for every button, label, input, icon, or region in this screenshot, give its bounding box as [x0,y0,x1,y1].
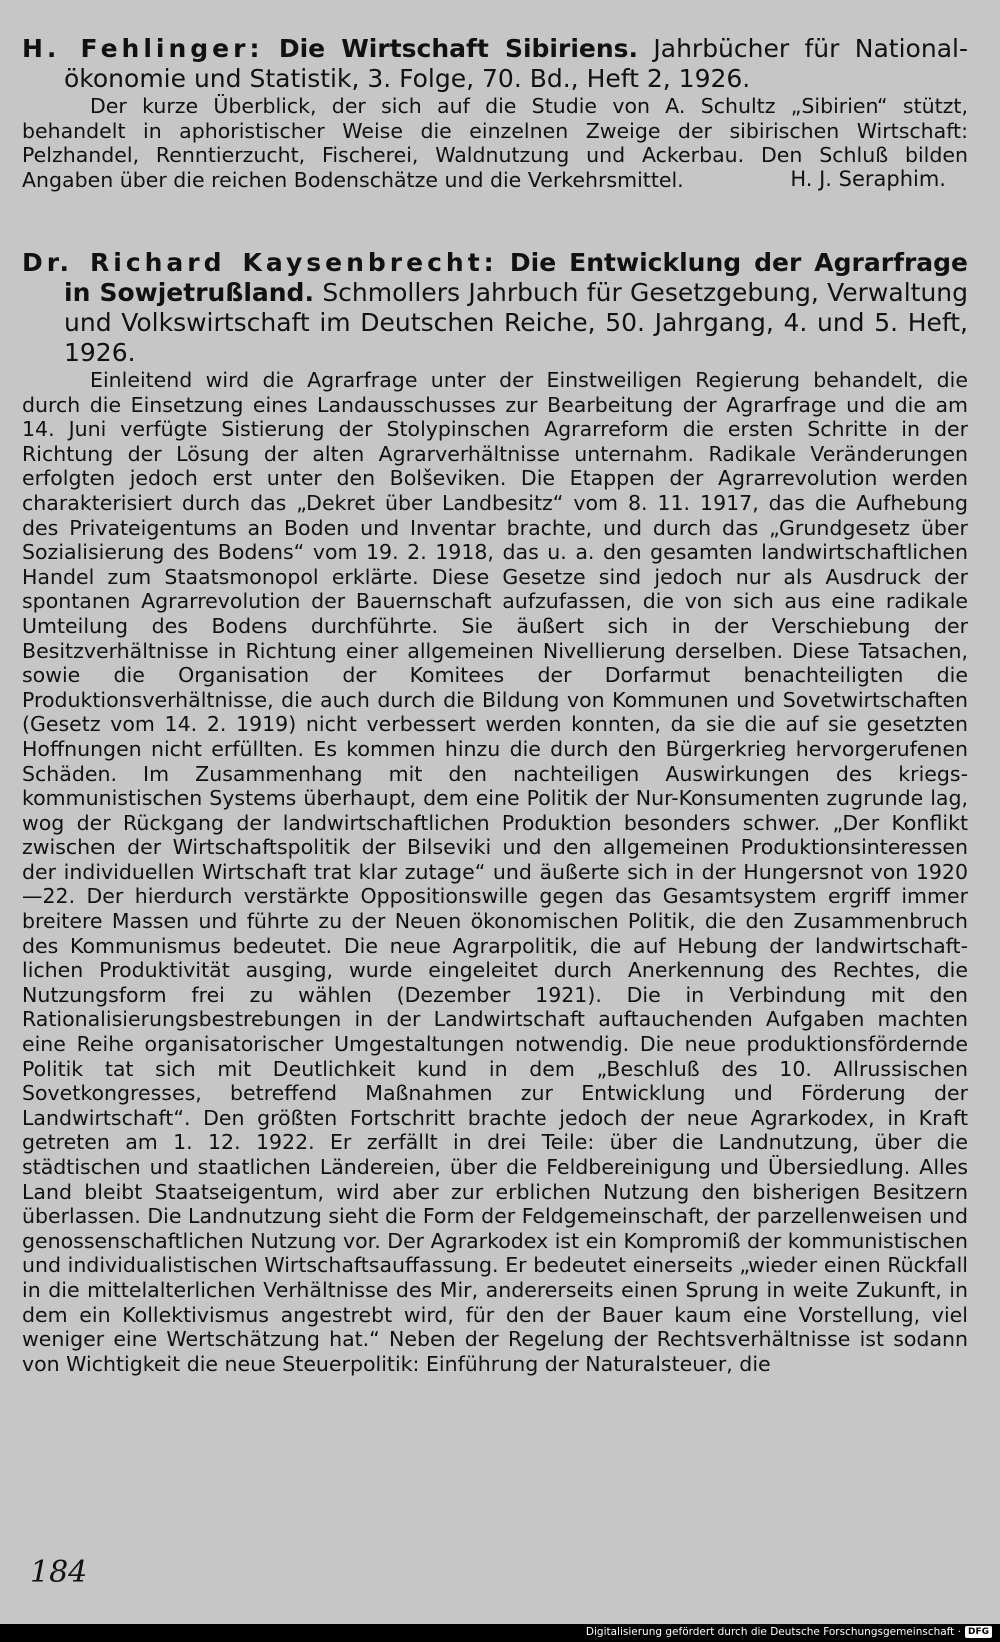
entry-citation: Jahrbücher für Nationalökonomie und Statistik, 3. Folge, 70. Bd., Heft 2, 1926. [64,34,968,93]
footer-text: Digitalisierung gefördert durch die Deutsche Forschungsgemeinschaft · [585,1626,961,1638]
entry-author: H. Fehlinger: [22,34,264,63]
entry-body: Der kurze Überblick, der sich auf die Studie von A. Schultz „Sibirien“ stützt, behandelt in aphoristischer Weise die einzelnen Zweige der sibirischen Wirtschaft: Pelzhandel, Renntierzucht, Fischerei, Waldnutzung und Ackerbau. Den Schluß bilden Angaben über die reichen Bodenschätze und die Verkehrsmittel. [22,94,968,192]
entry-title: Die Entwicklung der Agrarfrage in Sowjetrußland. [64,248,969,307]
digitization-footer [586,1624,992,1640]
dfg-logo: DFG [965,1626,992,1638]
entry-heading [22,34,968,94]
review-entry [22,34,968,192]
entry-citation: Schmollers Jahrbuch für Gesetzgebung, Verwaltung und Volkswirtschaft im Deutschen Reiche, 50. Jahrgang, 4. und 5. Heft, 1926. [64,278,969,367]
entry-title: Die Wirtschaft Sibiriens. [278,34,639,63]
review-entry [22,248,968,1376]
entry-body: Einleitend wird die Agrarfrage unter der Einstweiligen Regierung behandelt, die durch die Einsetzung eines Landausschusses zur Bearbeitung der Agrarfrage und die am 14. Juni verfügte Sistierung der Stolypinschen Agrarreform die ersten Schritte in der Richtung der Lösung der alten Agrarverhältnisse unternahm. Radikale Veränderungen erfolgten jedoch erst unter den Bolševiken. Die Etappen der Agrarrevolution werden charakterisiert durch das „Dekret über Landbesitz“ vom 8. 11. 1917, das die Aufhebung des Privateigentums an Boden und Inventar brachte, und durch das „Grundgesetz über Sozialisierung des Bodens“ vom 19. 2. 1918, das u. a. den gesamten landwirtschaftlichen Handel zum Staatsmonopol erklärte. Diese Gesetze sind jedoch nur als Ausdruck der spontanen Agrarrevolution der Bauernschaft aufzufassen, die von sich aus eine radikale Umteilung des Bodens durchführte. Sie äußert sich in der Verschiebung der Besitzverhältnisse in Richtung einer allgemeinen Nivellierung derselben. Diese Tatsachen, sowie die Organisation der Komitees der Dorfarmut benachteiligten die Produktionsverhältnisse, die auch durch die Bildung von Kommunen und Sovetwirtschaften (Gesetz vom 14. 2. 1919) nicht verbessert werden konnten, da sie die auf sie gesetzten Hoffnungen nicht erfüllten. Es kommen hinzu die durch den Bürgerkrieg hervorgerufenen Schäden. Im Zusammenhang mit den nachteiligen Auswirkungen des kriegskommunistischen Systems überhaupt, dem eine Politik der Nur-Konsumenten zugrunde lag, wog der Rückgang der landwirtschaftlichen Produktion besonders schwer. „Der Konflikt zwischen der Wirtschaftspolitik der Bilseviki und den allgemeinen Produktionsinteressen der individuellen Wirtschaft trat klar zutage“ und äußerte sich in der Hungersnot von 1920—22. Der hierdurch verstärkte Oppositionswille gegen das Gesamtsystem ergriff immer breitere Massen und führte zu der Neuen ökonomischen Politik, die den Zusammenbruch des Kommunismus bedeutet. Die neue Agrarpolitik, die auf Hebung der landwirtschaftlichen Produktivität ausging, wurde eingeleitet durch Anerkennung des Rechtes, die Nutzungsform frei zu wählen (Dezember 1921). Die in Verbindung mit den Rationalisierungsbestrebungen in der Landwirtschaft auftauchenden Aufgaben machten eine Reihe organisatorischer Umgestaltungen notwendig. Die neue produktionsfördernde Politik tat sich mit Deutlichkeit kund in dem „Beschluß des 10. Allrussischen Sovetkongresses, betreffend Maßnahmen zur Entwicklung und Förderung der Landwirtschaft“. Den größten Fortschritt brachte jedoch der neue Agrarkodex, in Kraft getreten am 1. 12. 1922. Er zerfällt in drei Teile: über die Landnutzung, über die städtischen und staatlichen Ländereien, über die Feldbereinigung und Übersiedlung. Alles Land bleibt Staatseigentum, wird aber zur erblichen Nutzung den bisherigen Besitzern überlassen. Die Landnutzung sieht die Form der Feldgemeinschaft, der parzellenweisen und genossenschaftlichen Nutzung vor. Der Agrarkodex ist ein Kompromiß der kommunistischen und individualistischen Wirtschaftsauffassung. Er bedeutet einerseits „wieder einen Rückfall in die mittelalterlichen Verhältnisse des Mir, andererseits einen Sprung in weite Zukunft, in dem ein Kollektivismus angestrebt wird, für den der Bauer kaum eine Vorstellung, viel weniger eine Wertschätzung hat.“ Neben der Regelung der Rechtsverhältnisse ist sodann von Wichtigkeit die neue Steuerpolitik: Einführung der Naturalsteuer, die [22,368,968,1376]
page-number: 184 [30,1555,88,1590]
entry-reviewer: H. J. Seraphim. [790,167,946,192]
entry-author: Dr. Richard Kaysenbrecht: [22,248,498,277]
entry-heading [22,248,968,368]
